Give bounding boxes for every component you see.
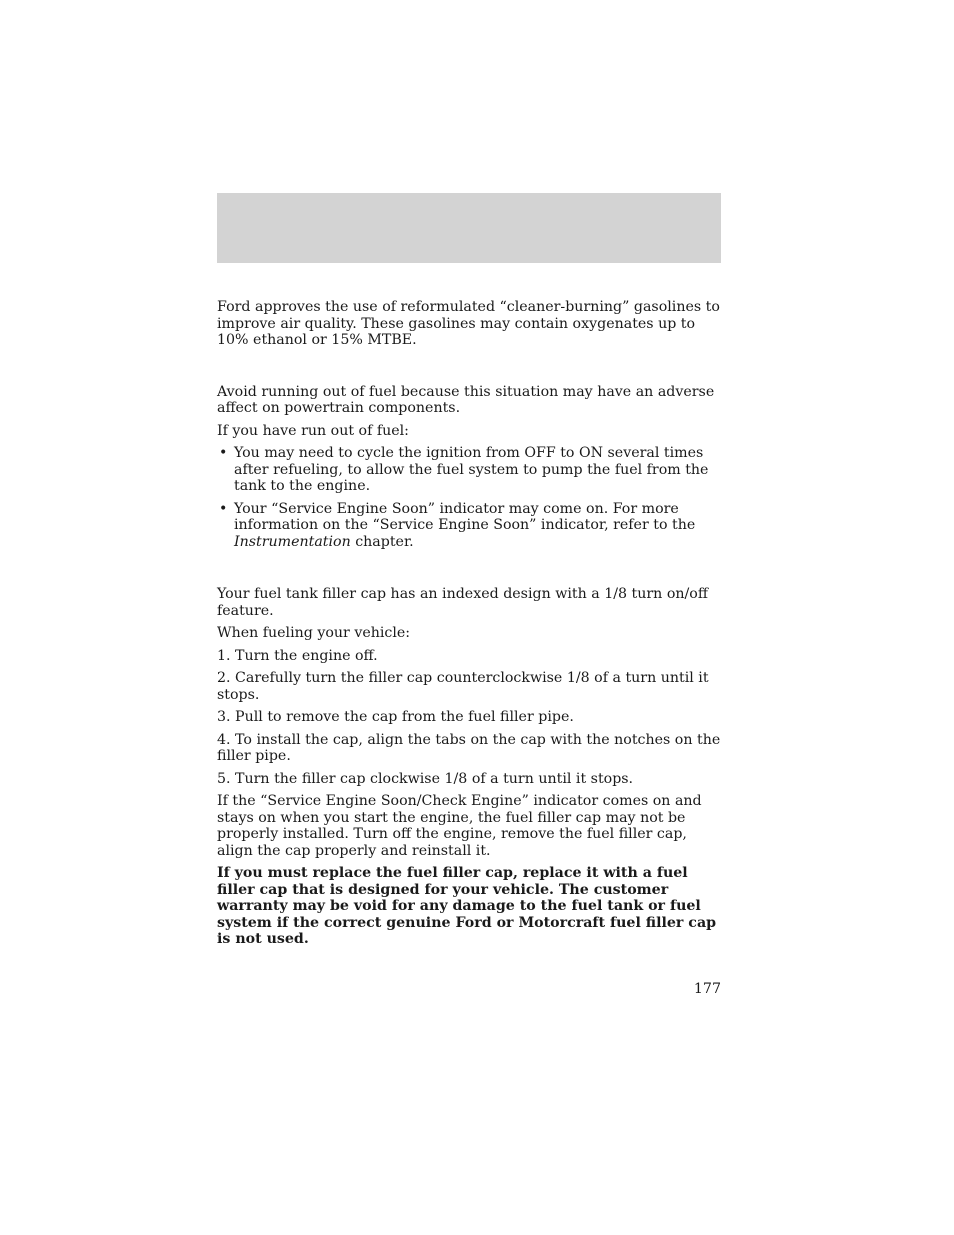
filler-cap-paragraph: Your fuel tank filler cap has an indexed design with a 1/8 turn on/off feature.	[217, 586, 708, 619]
run-out-bullet-list	[217, 445, 727, 550]
page-content	[217, 299, 727, 954]
bullet-icon: •	[219, 445, 228, 461]
list-item	[217, 501, 727, 551]
indicator-note: If the “Service Engine Soon/Check Engine” indicator comes on and stays on when you start the engine, the fuel filler cap may not be properly installed. Turn off the engine, remove the fuel filler cap, align the cap properly and reinstall it.	[217, 793, 702, 859]
fueling-step: 3. Pull to remove the cap from the fuel filler pipe.	[217, 709, 574, 725]
fueling-lead: When fueling your vehicle:	[217, 625, 411, 641]
list-item	[217, 445, 727, 495]
fueling-step: 1. Turn the engine off.	[217, 647, 378, 664]
run-out-paragraph: Avoid running out of fuel because this situation may have an adverse affect on powertrain components.	[217, 383, 715, 416]
bullet-icon: •	[219, 500, 228, 517]
bullet-text: You may need to cycle the ignition from OFF to ON several times after refueling, to allow the fuel system to pump the fuel from the tank to the engine.	[234, 445, 709, 494]
section-gap	[217, 355, 727, 384]
header-band	[217, 193, 721, 263]
page-number: 177	[693, 981, 721, 997]
chapter-reference: Instrumentation	[234, 533, 351, 550]
intro-paragraph: Ford approves the use of reformulated “cleaner-burning” gasolines to improve air quality. These gasolines may contain oxygenates up to 10% ethanol or 15% MTBE.	[217, 299, 720, 348]
warning-paragraph: If you must replace the fuel filler cap, replace it with a fuel filler cap that is designed for your vehicle. The customer warranty may be void for any damage to the fuel tank or fuel system if the correct genuine Ford or Motorcraft fuel filler cap is not used.	[217, 865, 717, 947]
run-out-lead: If you have run out of fuel:	[217, 422, 409, 439]
fueling-step: 4. To install the cap, align the tabs on the cap with the notches on the filler pipe.	[217, 731, 721, 764]
fueling-step: 5. Turn the filler cap clockwise 1/8 of a turn until it stops.	[217, 770, 634, 787]
fueling-step: 2. Carefully turn the filler cap counterclockwise 1/8 of a turn until it stops.	[217, 670, 709, 703]
bullet-text-tail: chapter.	[350, 533, 414, 550]
section-gap	[217, 556, 727, 586]
bullet-text: Your “Service Engine Soon” indicator may come on. For more information on the “Service Engine Soon” indicator, refer to the	[234, 500, 696, 533]
